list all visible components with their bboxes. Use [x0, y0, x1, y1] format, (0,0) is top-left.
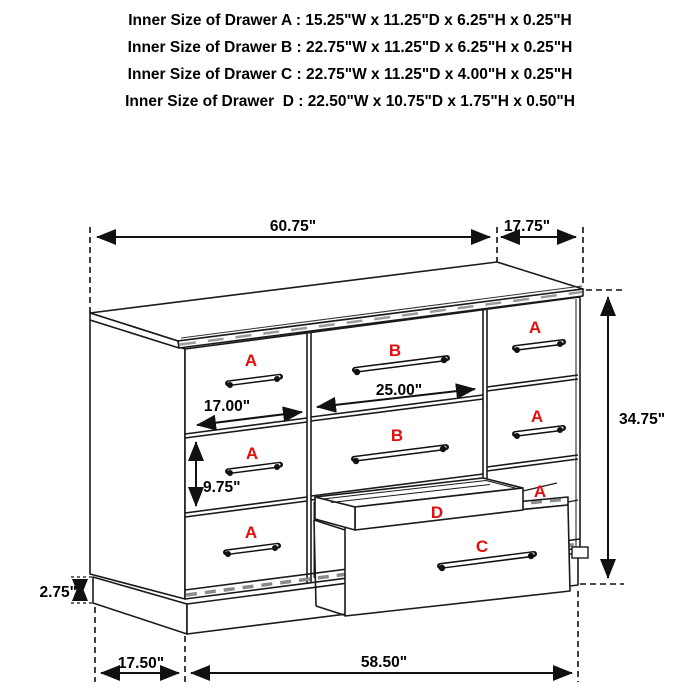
label-drawer-a-right-2: A [530, 407, 544, 426]
handle-knob-left [439, 565, 445, 571]
label-drawer-b-2: B [390, 426, 404, 445]
spec-line-drawer-d: Inner Size of Drawer D : 22.50"W x 10.75"D x 1.75"H x 0.50"H [125, 93, 575, 110]
dim-label-top-width: 60.75" [269, 218, 317, 235]
dim-label-drawer-b-width: 25.00" [375, 382, 423, 399]
label-drawer-c: C [475, 537, 489, 556]
label-drawer-a-left-2: A [245, 444, 259, 463]
right-foot-bracket [572, 547, 588, 558]
dim-label-base-width: 58.50" [360, 654, 408, 671]
dim-label-drawer-a-height: 9.75" [203, 479, 241, 496]
label-drawer-a-left-1: A [244, 351, 258, 370]
dim-label-height: 34.75" [619, 411, 666, 428]
spec-line-drawer-b: Inner Size of Drawer B : 22.75"W x 11.25"D x 6.25"H x 0.25"H [127, 39, 573, 56]
spec-line-drawer-a: Inner Size of Drawer A : 15.25"W x 11.25"D x 6.25"H x 0.25"H [128, 12, 572, 29]
dim-label-drawer-a-width: 17.00" [203, 398, 251, 415]
label-drawer-a-right-3: A [533, 482, 547, 501]
left-side-panel [90, 320, 185, 599]
dim-label-top-depth: 17.75" [503, 218, 551, 235]
dim-label-base-height: 2.75" [39, 584, 77, 601]
label-drawer-a-right-1: A [528, 318, 542, 337]
label-drawer-d: D [430, 503, 444, 522]
spec-line-drawer-c: Inner Size of Drawer C : 22.75"W x 11.25"D x 4.00"H x 0.25"H [127, 66, 573, 83]
dim-label-base-depth: 17.50" [117, 655, 165, 672]
label-drawer-a-left-3: A [244, 523, 258, 542]
label-drawer-b-1: B [388, 341, 402, 360]
handle-knob-right [528, 553, 534, 559]
inner-size-spec-block [0, 7, 700, 115]
